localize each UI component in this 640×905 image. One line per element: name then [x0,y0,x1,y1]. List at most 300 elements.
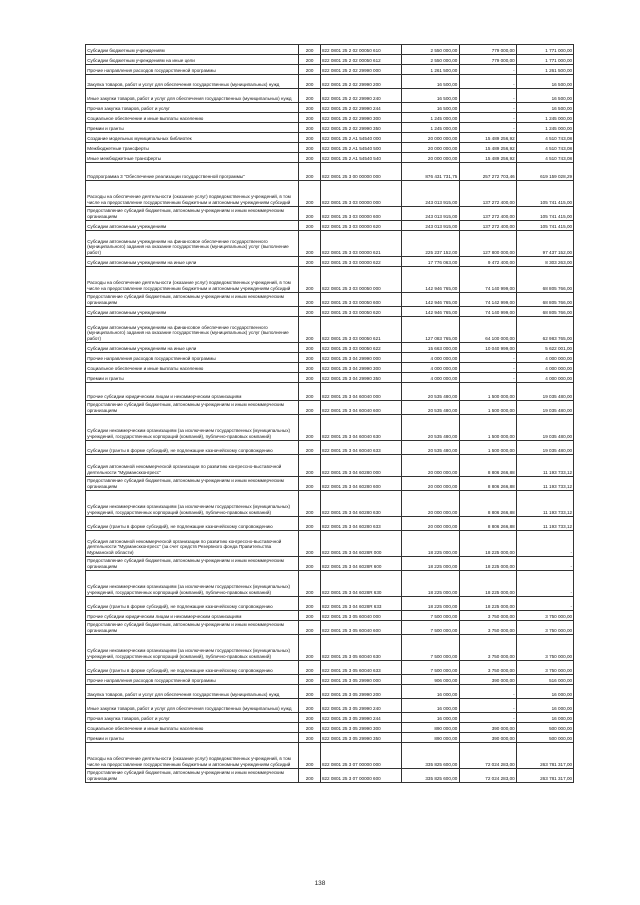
row-approved-amount-cell: 335 825 600,00 [402,743,459,769]
row-admin-code-cell: 200 [299,733,320,743]
row-admin-code-cell: 200 [299,343,320,353]
row-executed-amount-cell: 3 750 000,00 [459,621,516,635]
row-classification-code-cell: 822 0801 25 3 04 6028R 633 [320,597,401,611]
row-name-cell: Субсидии бюджетным учреждениям на иные цели [86,55,299,65]
table-row [86,713,574,723]
row-name-cell: Прочая закупка товаров, работ и услуг [86,103,299,113]
row-remainder-amount-cell: 105 741 415,00 [516,207,573,221]
row-admin-code-cell: 200 [299,675,320,685]
table-row [86,221,574,231]
row-admin-code-cell: 200 [299,221,320,231]
row-classification-code-cell: 822 0801 25 3 05 29990 300 [320,723,401,733]
row-admin-code-cell: 200 [299,181,320,207]
row-executed-amount-cell: - [459,699,516,713]
row-remainder-amount-cell: 4 510 743,08 [516,153,573,163]
row-executed-amount-cell: 8 806 266,88 [459,491,516,517]
row-classification-code-cell: 822 0801 25 3 04 60280 000 [320,455,401,477]
row-approved-amount-cell: 4 000 000,00 [402,363,459,373]
row-name-cell: Предоставление субсидий бюджетным, автономным учреждениям и иным некоммерческим организациям [86,207,299,221]
row-approved-amount-cell: 7 500 000,00 [402,661,459,675]
row-classification-code-cell: 822 0801 25 2 02 00050 610 [320,45,401,55]
row-remainder-amount-cell: 11 193 733,12 [516,455,573,477]
row-name-cell: Прочие направления расходов государственной программы [86,353,299,363]
row-classification-code-cell: 822 0801 25 3 04 60280 630 [320,491,401,517]
table-row [86,685,574,699]
row-admin-code-cell: 200 [299,441,320,455]
row-approved-amount-cell: 20 000 000,00 [402,133,459,143]
table-row [86,769,574,783]
row-admin-code-cell: 200 [299,113,320,123]
row-admin-code-cell: 200 [299,257,320,267]
row-name-cell: Субсидии (гранты в форме субсидий), не подлежащие казначейскому сопровождению [86,441,299,455]
row-remainder-amount-cell: 16 500,00 [516,103,573,113]
row-executed-amount-cell: 137 272 400,00 [459,181,516,207]
row-remainder-amount-cell: 3 750 000,00 [516,611,573,621]
row-name-cell: Подпрограмма 3 "Обеспечение реализации государственной программы" [86,163,299,181]
table-row [86,733,574,743]
table-row [86,307,574,317]
row-remainder-amount-cell: - [516,531,573,557]
row-executed-amount-cell: 74 142 999,00 [459,293,516,307]
row-executed-amount-cell: - [459,75,516,89]
row-name-cell: Предоставление субсидий бюджетным, автономным учреждениям и иным некоммерческим организациям [86,293,299,307]
row-name-cell: Предоставление субсидий бюджетным, автономным учреждениям и иным некоммерческим организациям [86,769,299,783]
row-admin-code-cell: 200 [299,317,320,343]
row-approved-amount-cell: 18 225 000,00 [402,597,459,611]
row-admin-code-cell: 200 [299,635,320,661]
row-executed-amount-cell: 15 489 256,92 [459,153,516,163]
table-row [86,267,574,293]
row-remainder-amount-cell: 11 193 733,12 [516,517,573,531]
row-name-cell: Иные закупки товаров, работ и услуг для обеспечения государственных (муниципальных) нужд [86,699,299,713]
row-classification-code-cell: 822 0801 25 2 02 00050 612 [320,55,401,65]
row-classification-code-cell: 822 0801 25 2 02 29990 240 [320,89,401,103]
row-name-cell: Предоставление субсидий бюджетным, автономным учреждениям и иным некоммерческим организациям [86,621,299,635]
row-remainder-amount-cell: 516 000,00 [516,675,573,685]
row-classification-code-cell: 822 0801 25 3 03 00000 620 [320,221,401,231]
row-remainder-amount-cell: 16 500,00 [516,75,573,89]
row-admin-code-cell: 200 [299,597,320,611]
row-remainder-amount-cell: 8 303 263,00 [516,257,573,267]
row-approved-amount-cell: 20 535 480,00 [402,383,459,401]
row-admin-code-cell: 200 [299,491,320,517]
row-remainder-amount-cell: 19 035 480,00 [516,415,573,441]
row-executed-amount-cell: - [459,113,516,123]
row-remainder-amount-cell: - [516,557,573,571]
row-classification-code-cell: 822 0801 25 3 03 00050 622 [320,343,401,353]
row-name-cell: Предоставление субсидий бюджетным, автономным учреждениям и иным некоммерческим организациям [86,477,299,491]
row-executed-amount-cell: 1 500 000,00 [459,441,516,455]
table-row [86,153,574,163]
row-admin-code-cell: 200 [299,477,320,491]
row-admin-code-cell: 200 [299,769,320,783]
row-approved-amount-cell: 4 000 000,00 [402,353,459,363]
row-admin-code-cell: 200 [299,415,320,441]
row-approved-amount-cell: 243 013 915,00 [402,181,459,207]
row-remainder-amount-cell: 97 437 152,00 [516,231,573,257]
row-approved-amount-cell: 16 500,00 [402,89,459,103]
row-admin-code-cell: 200 [299,307,320,317]
row-approved-amount-cell: 1 245 000,00 [402,123,459,133]
table-row [86,103,574,113]
row-remainder-amount-cell: 16 500,00 [516,89,573,103]
row-classification-code-cell: 822 0801 25 2 A1 54540 000 [320,133,401,143]
row-remainder-amount-cell: 1 261 500,00 [516,65,573,75]
budget-sheet [85,44,573,783]
row-remainder-amount-cell: - [516,571,573,597]
row-executed-amount-cell: 390 000,00 [459,723,516,733]
row-remainder-amount-cell: 4 000 000,00 [516,363,573,373]
row-executed-amount-cell: 18 225 000,00 [459,557,516,571]
row-approved-amount-cell: 142 946 765,00 [402,307,459,317]
row-name-cell: Расходы на обеспечение деятельности (оказание услуг) подведомственных учреждений, в том числе на предоставление государственным бюджетным и автономным учреждениям субсидий [86,181,299,207]
table-row [86,699,574,713]
row-remainder-amount-cell: 11 193 733,12 [516,477,573,491]
row-name-cell: Субсидии автономным учреждениям на иные цели [86,343,299,353]
row-executed-amount-cell: 74 140 999,00 [459,307,516,317]
row-remainder-amount-cell: 500 000,00 [516,723,573,733]
row-remainder-amount-cell: 68 805 766,00 [516,267,573,293]
row-classification-code-cell: 822 0801 25 2 02 29990 300 [320,113,401,123]
row-remainder-amount-cell: 4 000 000,00 [516,353,573,363]
row-admin-code-cell: 200 [299,611,320,621]
row-name-cell: Субсидии бюджетным учреждениям [86,45,299,55]
row-remainder-amount-cell: 263 781 317,00 [516,743,573,769]
row-remainder-amount-cell: 1 771 000,00 [516,45,573,55]
row-name-cell: Субсидии (гранты в форме субсидий), не подлежащие казначейскому сопровождению [86,597,299,611]
row-name-cell: Предоставление субсидий бюджетным, автономным учреждениям и иным некоммерческим организациям [86,557,299,571]
row-remainder-amount-cell: 19 035 480,00 [516,441,573,455]
row-admin-code-cell: 200 [299,699,320,713]
row-approved-amount-cell: 243 013 915,00 [402,221,459,231]
row-name-cell: Социальное обеспечение и иные выплаты населению [86,363,299,373]
row-executed-amount-cell: 257 272 703,46 [459,163,516,181]
row-name-cell: Социальное обеспечение и иные выплаты населению [86,113,299,123]
row-remainder-amount-cell: 62 983 765,00 [516,317,573,343]
row-remainder-amount-cell: 16 000,00 [516,685,573,699]
row-admin-code-cell: 200 [299,455,320,477]
row-name-cell: Закупка товаров, работ и услуг для обеспечения государственных (муниципальных) нужд [86,685,299,699]
row-executed-amount-cell: 15 489 256,92 [459,143,516,153]
row-classification-code-cell: 822 0801 25 3 04 60040 633 [320,441,401,455]
table-row [86,75,574,89]
row-classification-code-cell: 822 0801 25 3 03 00000 622 [320,257,401,267]
row-executed-amount-cell: 390 000,00 [459,733,516,743]
row-classification-code-cell: 822 0801 25 3 05 60040 630 [320,635,401,661]
row-classification-code-cell: 822 0801 25 3 03 00050 600 [320,293,401,307]
row-approved-amount-cell: 7 500 000,00 [402,635,459,661]
row-approved-amount-cell: 16 000,00 [402,699,459,713]
row-classification-code-cell: 822 0801 25 2 02 29990 350 [320,123,401,133]
row-admin-code-cell: 200 [299,723,320,733]
table-row [86,621,574,635]
row-classification-code-cell: 822 0801 25 3 00 00000 000 [320,163,401,181]
row-name-cell: Субсидии автономным учреждениям на иные цели [86,257,299,267]
row-classification-code-cell: 822 0801 25 2 A1 54540 500 [320,143,401,153]
row-executed-amount-cell: 64 100 000,00 [459,317,516,343]
table-row [86,45,574,55]
row-classification-code-cell: 822 0801 25 3 04 29990 300 [320,363,401,373]
row-remainder-amount-cell: 619 159 028,29 [516,163,573,181]
row-executed-amount-cell: 8 806 266,88 [459,455,516,477]
table-row [86,491,574,517]
table-row [86,55,574,65]
row-executed-amount-cell: 18 225 000,00 [459,531,516,557]
row-approved-amount-cell: 7 500 000,00 [402,611,459,621]
table-row [86,401,574,415]
table-row [86,571,574,597]
row-classification-code-cell: 822 0801 25 3 04 60040 630 [320,415,401,441]
row-classification-code-cell: 822 0801 25 3 03 00000 600 [320,207,401,221]
table-row [86,661,574,675]
table-row [86,723,574,733]
row-remainder-amount-cell: 16 000,00 [516,713,573,723]
row-admin-code-cell: 200 [299,45,320,55]
row-executed-amount-cell: - [459,713,516,723]
table-row [86,517,574,531]
row-admin-code-cell: 200 [299,89,320,103]
table-row [86,65,574,75]
row-admin-code-cell: 200 [299,661,320,675]
row-admin-code-cell: 200 [299,267,320,293]
row-approved-amount-cell: 890 000,00 [402,733,459,743]
row-name-cell: Расходы на обеспечение деятельности (оказание услуг) подведомственных учреждений, в том числе на предоставление государственным бюджетным и автономным учреждениям субсидий [86,267,299,293]
row-executed-amount-cell: - [459,89,516,103]
row-approved-amount-cell: 142 946 765,00 [402,267,459,293]
row-executed-amount-cell: - [459,353,516,363]
row-admin-code-cell: 200 [299,153,320,163]
row-remainder-amount-cell: 5 622 001,00 [516,343,573,353]
row-classification-code-cell: 822 0801 25 3 05 60040 633 [320,661,401,675]
row-executed-amount-cell: 72 024 283,00 [459,769,516,783]
row-remainder-amount-cell: 4 000 000,00 [516,373,573,383]
row-name-cell: Предоставление субсидий бюджетным, автономным учреждениям и иным некоммерческим организациям [86,401,299,415]
row-classification-code-cell: 822 0801 25 3 04 60040 000 [320,383,401,401]
row-executed-amount-cell: 72 024 283,00 [459,743,516,769]
table-row [86,441,574,455]
table-row [86,531,574,557]
row-classification-code-cell: 822 0801 25 3 04 6028R 600 [320,557,401,571]
row-admin-code-cell: 200 [299,163,320,181]
row-approved-amount-cell: 142 946 765,00 [402,293,459,307]
row-approved-amount-cell: 20 535 480,00 [402,441,459,455]
row-name-cell: Расходы на обеспечение деятельности (оказание услуг) подведомственных учреждений, в том числе на предоставление государственным бюджетным и автономным учреждениям субсидий [86,743,299,769]
row-admin-code-cell: 200 [299,685,320,699]
row-executed-amount-cell: 1 500 000,00 [459,401,516,415]
row-remainder-amount-cell: 1 245 000,00 [516,113,573,123]
row-executed-amount-cell: 137 272 400,00 [459,207,516,221]
row-approved-amount-cell: 890 000,00 [402,723,459,733]
row-admin-code-cell: 200 [299,373,320,383]
row-name-cell: Премии и гранты [86,373,299,383]
row-admin-code-cell: 200 [299,401,320,415]
row-name-cell: Иные межбюджетные трансферты [86,153,299,163]
row-remainder-amount-cell: 11 193 733,12 [516,491,573,517]
table-row [86,557,574,571]
table-row [86,353,574,363]
table-row [86,317,574,343]
row-admin-code-cell: 200 [299,55,320,65]
row-executed-amount-cell: 1 500 000,00 [459,383,516,401]
table-row [86,363,574,373]
row-classification-code-cell: 822 0801 25 3 05 29990 240 [320,699,401,713]
row-remainder-amount-cell: - [516,597,573,611]
row-executed-amount-cell: 8 806 266,88 [459,517,516,531]
row-executed-amount-cell: - [459,373,516,383]
table-row [86,415,574,441]
row-executed-amount-cell: 137 272 400,00 [459,221,516,231]
row-admin-code-cell: 200 [299,231,320,257]
row-classification-code-cell: 822 0801 25 3 05 29990 000 [320,675,401,685]
row-classification-code-cell: 822 0801 25 3 04 6028R 000 [320,531,401,557]
table-row [86,123,574,133]
row-name-cell: Субсидии автономным учреждениям [86,221,299,231]
row-approved-amount-cell: 20 000 000,00 [402,455,459,477]
row-remainder-amount-cell: 3 750 000,00 [516,635,573,661]
row-executed-amount-cell: 127 800 000,00 [459,231,516,257]
row-admin-code-cell: 200 [299,353,320,363]
row-admin-code-cell: 200 [299,75,320,89]
row-remainder-amount-cell: 68 805 766,00 [516,293,573,307]
table-row [86,477,574,491]
table-row [86,113,574,123]
table-row [86,89,574,103]
row-remainder-amount-cell: 263 781 317,00 [516,769,573,783]
row-admin-code-cell: 200 [299,713,320,723]
table-row [86,635,574,661]
row-approved-amount-cell: 18 225 000,00 [402,571,459,597]
row-approved-amount-cell: 20 535 480,00 [402,415,459,441]
table-row [86,257,574,267]
row-admin-code-cell: 200 [299,621,320,635]
row-remainder-amount-cell: 105 741 415,00 [516,181,573,207]
row-remainder-amount-cell: 16 000,00 [516,699,573,713]
row-name-cell: Субсидии автономным учреждениям на финансовое обеспечение государственного (муниципального) задания на оказание государственных (муниципальных) услуг (выполнение работ) [86,231,299,257]
budget-table [85,44,574,783]
row-classification-code-cell: 822 0801 25 3 04 60280 633 [320,517,401,531]
row-approved-amount-cell: 20 000 000,00 [402,153,459,163]
row-name-cell: Прочие субсидии юридическим лицам и некоммерческим организациям [86,383,299,401]
row-executed-amount-cell: 18 225 000,00 [459,571,516,597]
row-name-cell: Субсидия автономной некоммерческой организации по развитию конгрессно-выставочной деятельности "Мурманскконгресс" [86,455,299,477]
row-approved-amount-cell: 16 000,00 [402,713,459,723]
row-approved-amount-cell: 20 000 000,00 [402,491,459,517]
budget-table-body [86,45,574,783]
row-executed-amount-cell: 8 806 266,88 [459,477,516,491]
row-name-cell: Субсидия автономной некоммерческой организации по развитию конгрессно-выставочной деятельности "Мурманскконгресс" (за счет средств Резервного фонда Правительства Мурманской области) [86,531,299,557]
row-name-cell: Межбюджетные трансферты [86,143,299,153]
row-admin-code-cell: 200 [299,571,320,597]
row-classification-code-cell: 822 0801 25 2 A1 54540 540 [320,153,401,163]
row-approved-amount-cell: 335 825 600,00 [402,769,459,783]
row-executed-amount-cell: 9 472 400,00 [459,257,516,267]
row-admin-code-cell: 200 [299,123,320,133]
row-approved-amount-cell: 1 261 500,00 [402,65,459,75]
row-classification-code-cell: 822 0801 25 3 05 60040 000 [320,611,401,621]
row-classification-code-cell: 822 0801 25 3 07 00000 000 [320,743,401,769]
table-row [86,343,574,353]
row-approved-amount-cell: 15 663 000,00 [402,343,459,353]
row-remainder-amount-cell: 19 035 480,00 [516,401,573,415]
row-admin-code-cell: 200 [299,557,320,571]
row-approved-amount-cell: 906 000,00 [402,675,459,685]
table-row [86,143,574,153]
row-admin-code-cell: 200 [299,207,320,221]
row-name-cell: Создание модельных муниципальных библиотек [86,133,299,143]
row-approved-amount-cell: 7 500 000,00 [402,621,459,635]
row-executed-amount-cell: - [459,123,516,133]
row-name-cell: Прочие направления расходов государственной программы [86,675,299,685]
row-name-cell: Субсидии некоммерческим организациям (за исключением государственных (муниципальных) учреждений, государственных корпораций (компаний), публично-правовых компаний) [86,415,299,441]
row-executed-amount-cell: - [459,685,516,699]
row-approved-amount-cell: 243 013 915,00 [402,207,459,221]
row-name-cell: Премии и гранты [86,123,299,133]
row-approved-amount-cell: 18 225 000,00 [402,531,459,557]
row-remainder-amount-cell: 1 245 000,00 [516,123,573,133]
row-admin-code-cell: 200 [299,143,320,153]
row-executed-amount-cell: 3 750 000,00 [459,661,516,675]
row-approved-amount-cell: 16 000,00 [402,685,459,699]
row-classification-code-cell: 822 0801 25 3 04 29990 350 [320,373,401,383]
row-executed-amount-cell: 3 750 000,00 [459,611,516,621]
row-approved-amount-cell: 225 237 152,00 [402,231,459,257]
row-name-cell: Закупка товаров, работ и услуг для обеспечения государственных (муниципальных) нужд [86,75,299,89]
row-executed-amount-cell: 15 489 256,92 [459,133,516,143]
row-classification-code-cell: 822 0801 25 3 03 00000 000 [320,181,401,207]
row-classification-code-cell: 822 0801 25 3 04 6028R 630 [320,571,401,597]
row-name-cell: Премии и гранты [86,733,299,743]
row-name-cell: Субсидии некоммерческим организациям (за исключением государственных (муниципальных) учреждений, государственных корпораций (компаний), публично-правовых компаний) [86,635,299,661]
table-row [86,383,574,401]
row-approved-amount-cell: 18 225 000,00 [402,557,459,571]
row-name-cell: Социальное обеспечение и иные выплаты населению [86,723,299,733]
row-classification-code-cell: 822 0801 25 3 05 29990 200 [320,685,401,699]
row-executed-amount-cell: 74 140 999,00 [459,267,516,293]
row-executed-amount-cell: 1 500 000,00 [459,415,516,441]
row-executed-amount-cell: 390 000,00 [459,675,516,685]
row-approved-amount-cell: 2 550 000,00 [402,45,459,55]
row-remainder-amount-cell: 4 510 743,08 [516,143,573,153]
table-row [86,293,574,307]
row-classification-code-cell: 822 0801 25 3 03 00050 620 [320,307,401,317]
row-name-cell: Субсидии автономным учреждениям [86,307,299,317]
row-name-cell: Субсидии некоммерческим организациям (за исключением государственных (муниципальных) учреждений, государственных корпораций (компаний), публично-правовых компаний) [86,491,299,517]
row-approved-amount-cell: 2 550 000,00 [402,55,459,65]
row-remainder-amount-cell: 4 510 743,08 [516,133,573,143]
row-remainder-amount-cell: 19 035 480,00 [516,383,573,401]
row-executed-amount-cell: - [459,363,516,373]
row-approved-amount-cell: 4 000 000,00 [402,373,459,383]
row-approved-amount-cell: 20 000 000,00 [402,517,459,531]
row-approved-amount-cell: 1 245 000,00 [402,113,459,123]
row-classification-code-cell: 822 0801 25 3 05 60040 600 [320,621,401,635]
row-classification-code-cell: 822 0801 25 3 05 29990 350 [320,733,401,743]
row-classification-code-cell: 822 0801 25 3 03 00050 000 [320,267,401,293]
row-name-cell: Прочие субсидии юридическим лицам и некоммерческим организациям [86,611,299,621]
row-admin-code-cell: 200 [299,363,320,373]
row-executed-amount-cell: 779 000,00 [459,45,516,55]
page-number: 138 [314,880,326,887]
row-classification-code-cell: 822 0801 25 2 02 29990 244 [320,103,401,113]
row-admin-code-cell: 200 [299,383,320,401]
row-approved-amount-cell: 17 776 063,00 [402,257,459,267]
table-row [86,133,574,143]
row-name-cell: Прочие направления расходов государственной программы [86,65,299,75]
table-row [86,373,574,383]
row-classification-code-cell: 822 0801 25 3 03 00050 621 [320,317,401,343]
row-approved-amount-cell: 20 000 000,00 [402,477,459,491]
row-classification-code-cell: 822 0801 25 3 04 60280 600 [320,477,401,491]
